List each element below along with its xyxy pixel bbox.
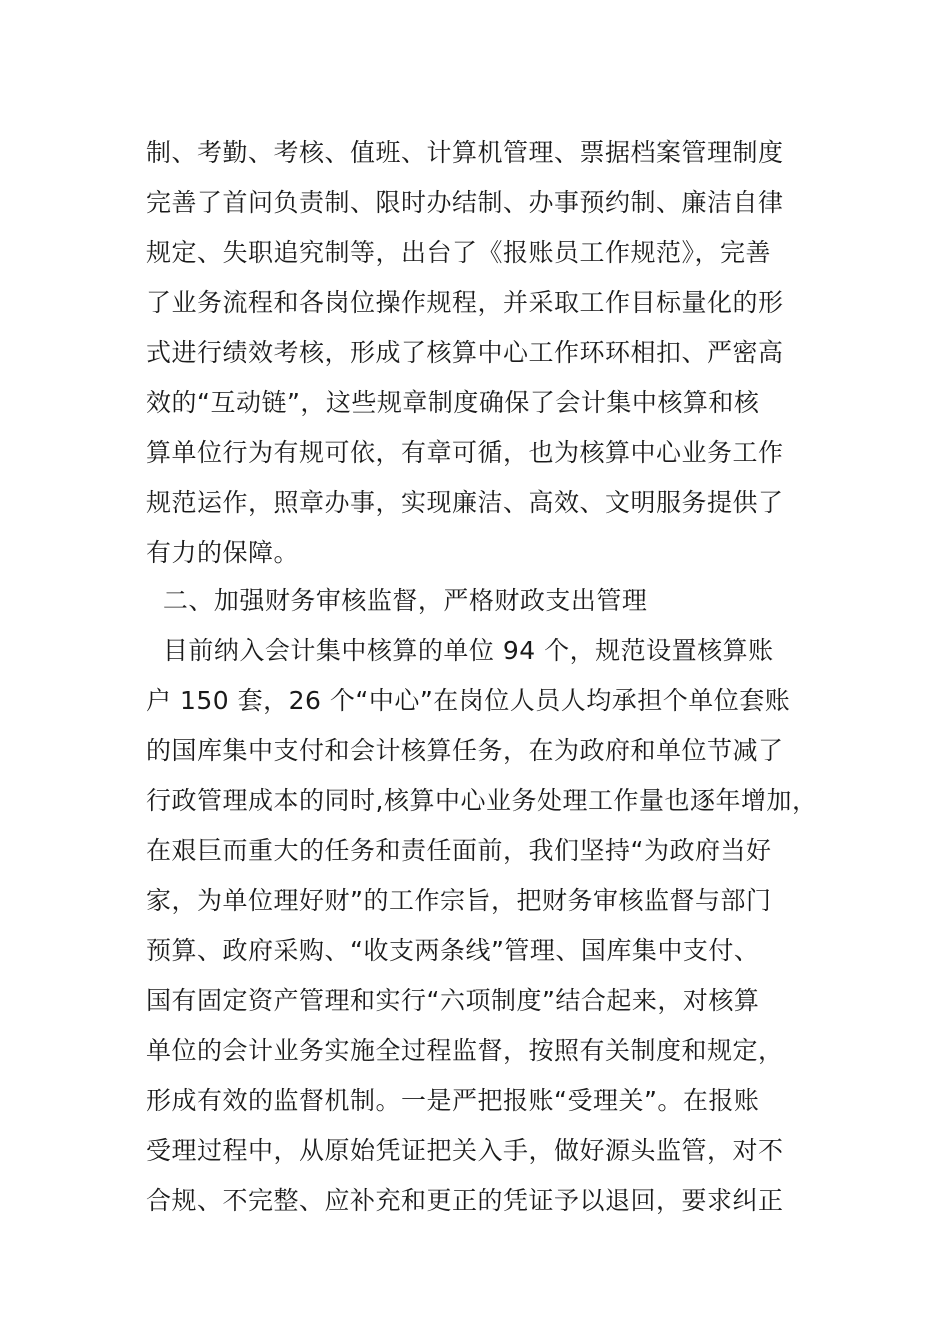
text-line-14: 行政管理成本的同时,核算中心业务处理工作量也逐年增加，: [146, 786, 818, 815]
section-heading: 二、加强财务审核监督，严格财政支出管理: [146, 586, 648, 615]
text-line-4: 了业务流程和各岗位操作规程，并采取工作目标量化的形: [146, 288, 784, 317]
text-line-13: 的国库集中支付和会计核算任务，在为政府和单位节减了: [146, 736, 784, 765]
text-line-16: 家，为单位理好财”的工作宗旨，把财务审核监督与部门: [146, 886, 772, 915]
text-line-9: 有力的保障。: [146, 538, 300, 567]
text-line-21: 受理过程中，从原始凭证把关入手，做好源头监管，对不: [146, 1136, 784, 1165]
text-line-11: 目前纳入会计集中核算的单位 94 个，规范设置核算账: [146, 636, 774, 665]
text-line-8: 规范运作，照章办事，实现廉洁、高效、文明服务提供了: [146, 488, 784, 517]
text-line-6: 效的“互动链”，这些规章制度确保了会计集中核算和核: [146, 388, 760, 417]
text-line-5: 式进行绩效考核，形成了核算中心工作环环相扣、严密高: [146, 338, 784, 367]
text-line-15: 在艰巨而重大的任务和责任面前，我们坚持“为政府当好: [146, 836, 772, 865]
text-line-7: 算单位行为有规可依，有章可循，也为核算中心业务工作: [146, 438, 784, 467]
text-line-1: 制、考勤、考核、值班、计算机管理、票据档案管理制度: [146, 138, 784, 167]
text-line-19: 单位的会计业务实施全过程监督，按照有关制度和规定，: [146, 1036, 784, 1065]
text-line-22: 合规、不完整、应补充和更正的凭证予以退回，要求纠正: [146, 1186, 784, 1215]
text-line-3: 规定、失职追究制等，出台了《报账员工作规范》，完善: [146, 238, 772, 267]
text-line-20: 形成有效的监督机制。一是严把报账“受理关”。在报账: [146, 1086, 760, 1115]
text-line-17: 预算、政府采购、“收支两条线”管理、国库集中支付、: [146, 936, 760, 965]
text-line-12: 户 150 套，26 个“中心”在岗位人员人均承担个单位套账: [146, 686, 791, 715]
text-line-2: 完善了首问负责制、限时办结制、办事预约制、廉洁自律: [146, 188, 784, 217]
text-line-18: 国有固定资产管理和实行“六项制度”结合起来，对核算: [146, 986, 760, 1015]
